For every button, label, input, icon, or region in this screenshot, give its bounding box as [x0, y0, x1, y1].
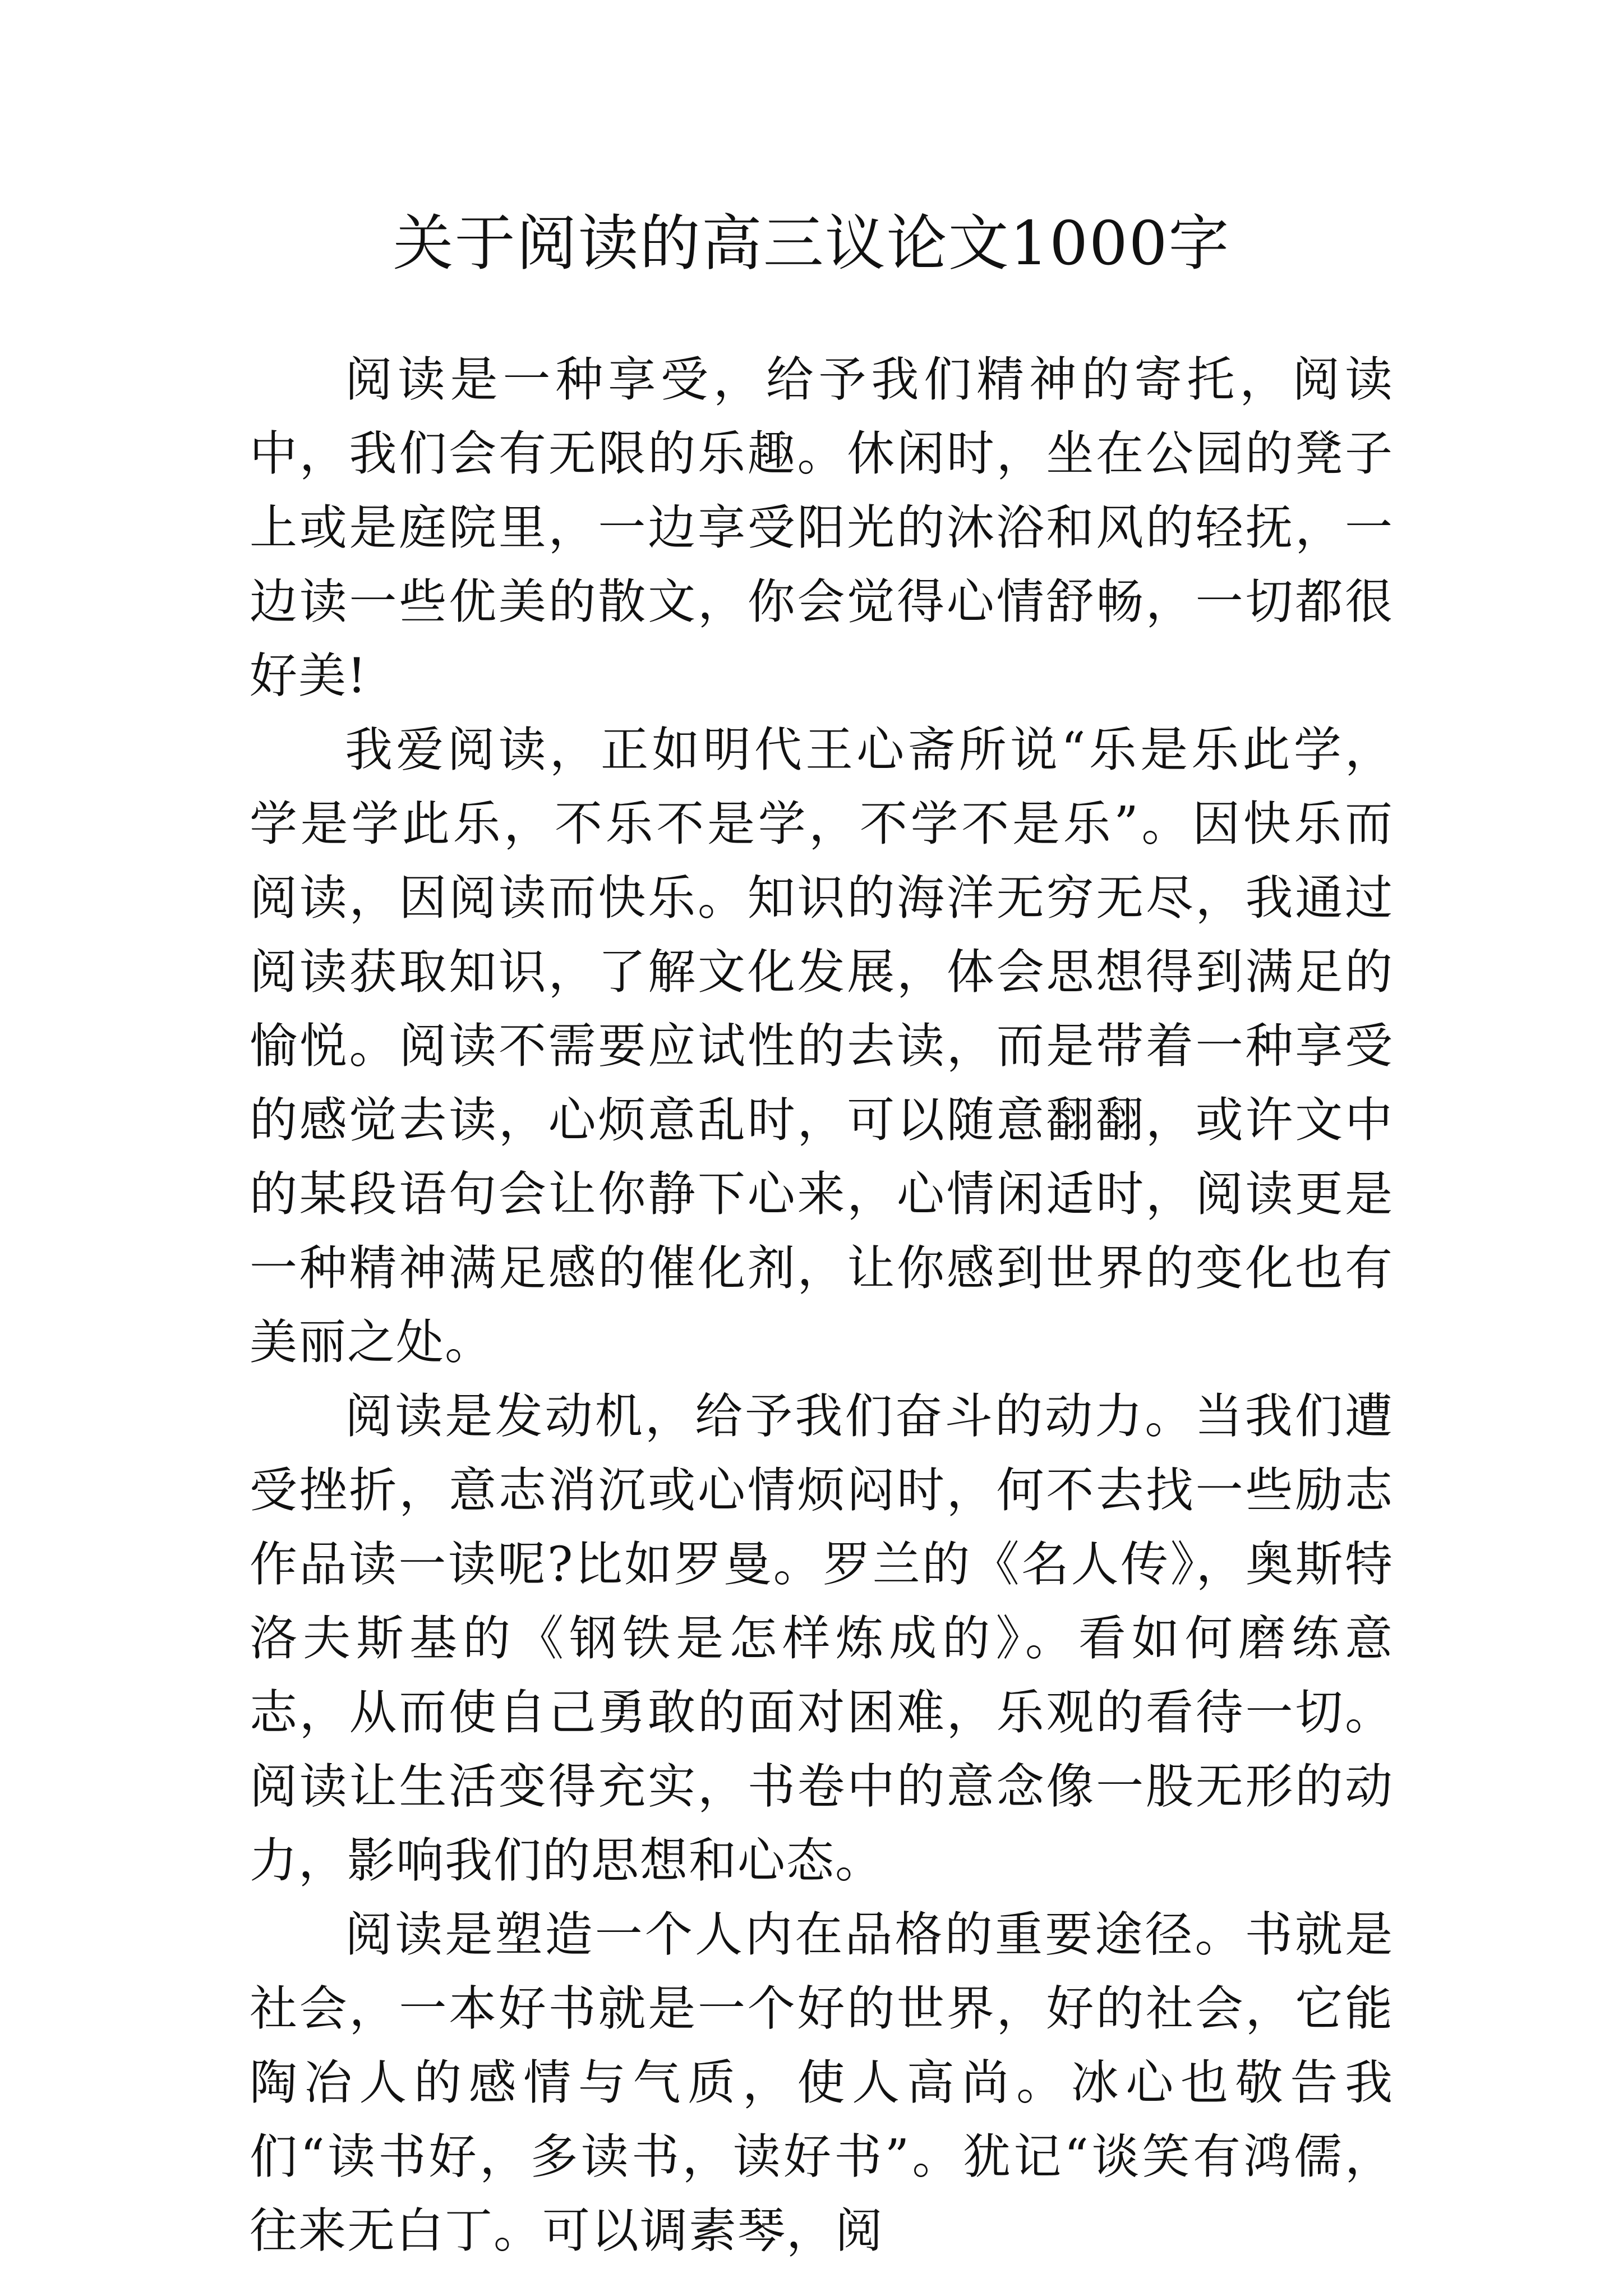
paragraph-2: 我爱阅读，正如明代王心斋所说“乐是乐此学，学是学此乐，不乐不是学，不学不是乐”。因快乐而阅读，因阅读而快乐。知识的海洋无穷无尽，我通过阅读获取知识，了解文化发展，体会思想得到满足的愉悦。阅读不需要应试性的去读，而是带着一种享受的感觉去读，心烦意乱时，可以随意翻翻，或许文中的某段语句会让你静下心来，心情闲适时，阅读更是一种精神满足感的催化剂，让你感到世界的变化也有美丽之处。 [250, 723, 1394, 1370]
paragraph-3: 阅读是发动机，给予我们奋斗的动力。当我们遭受挫折，意志消沉或心情烦闷时，何不去找一些励志作品读一读呢?比如罗曼。罗兰的《名人传》，奥斯特洛夫斯基的《钢铁是怎样炼成的》。看如何磨练意志，从而使自己勇敢的面对困难，乐观的看待一切。阅读让生活变得充实，书卷中的意念像一股无形的动力，影响我们的思想和心态。 [250, 1389, 1394, 1889]
essay-body [250, 343, 1394, 2269]
paragraph-4: 阅读是塑造一个人内在品格的重要途径。书就是社会，一本好书就是一个好的世界，好的社会，它能陶冶人的感情与气质，使人高尚。冰心也敬告我们“读书好，多读书，读好书”。犹记“谈笑有鸿儒，往来无白丁。可以调素琴，阅 [250, 1907, 1394, 2259]
paragraph-1: 阅读是一种享受，给予我们精神的寄托，阅读中，我们会有无限的乐趣。休闲时，坐在公园的凳子上或是庭院里，一边享受阳光的沐浴和风的轻抚，一边读一些优美的散文，你会觉得心情舒畅，一切都很好美! [250, 352, 1394, 704]
page-title: 关于阅读的高三议论文1000字 [393, 209, 1230, 279]
